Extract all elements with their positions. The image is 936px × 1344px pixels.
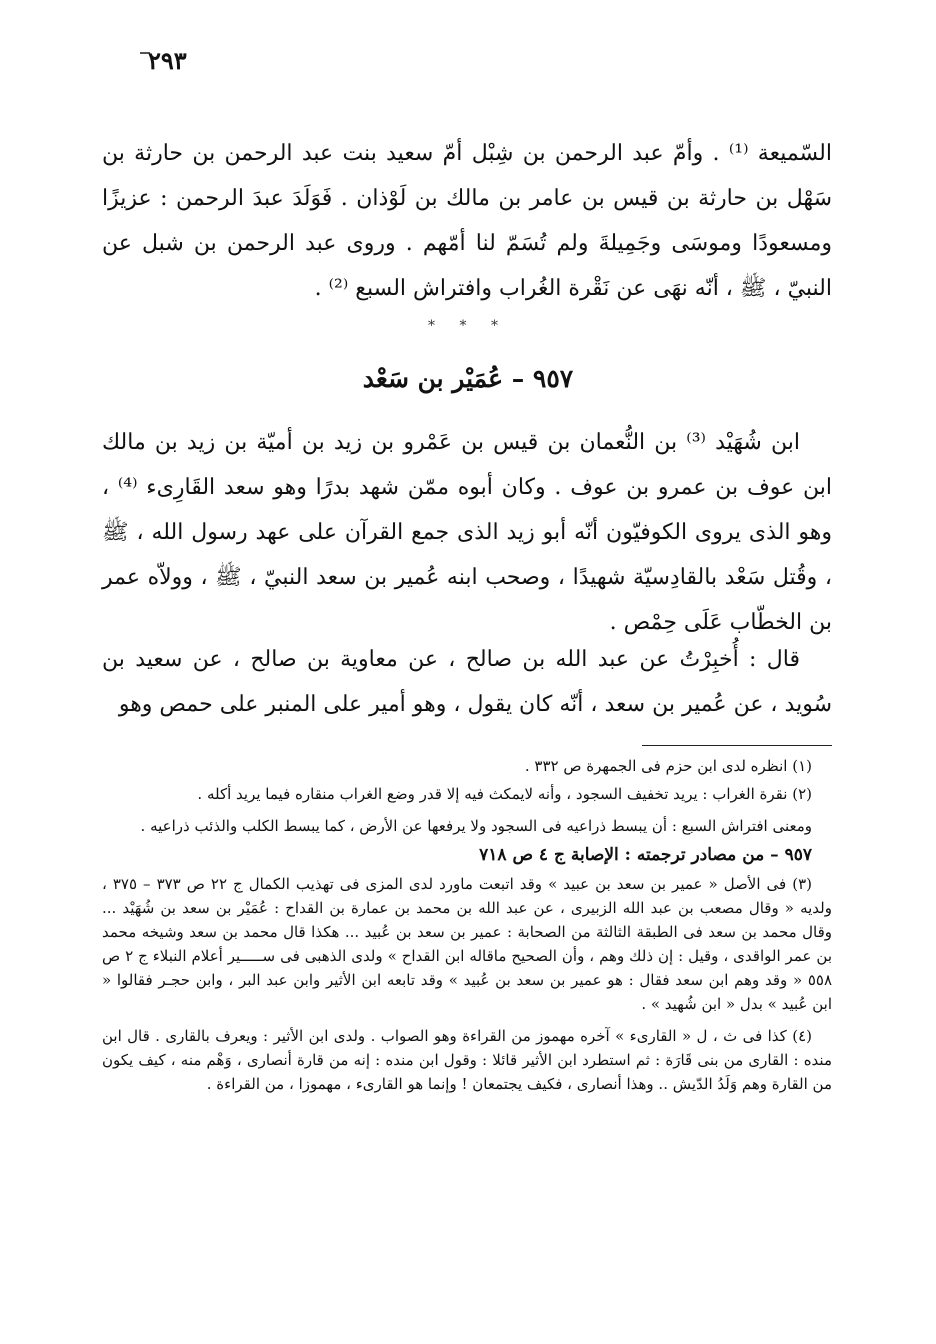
footnotes bbox=[102, 754, 832, 1100]
footnote-2: (٢) نقرة الغراب : يريد تخفيف السجود ، وأنه لايمكث فيه إلا قدر وضع الغراب منقاره فيما يريد أكله . bbox=[197, 785, 812, 803]
continuation-text: السّميعة ⁽¹⁾ . وأمّ عبد الرحمن بن شِبْل أمّ سعيد بنت عبد الرحمن بن حارثة بن سَهْل بن حارثة بن قيس بن عامر بن مالك بن لَوْذان . فَوَلَدَ عبدَ الرحمن : عزيزًا ومسعودًا وموسَى وجَمِيلةَ ولم تُسَمّ لنا أمّهم . وروى عبد الرحمن بن شبل عن النبيّ ، ﷺ ، أنّه نهَى عن نَقْرة الغُراب وافتراش السبع ⁽²⁾ . bbox=[102, 141, 832, 301]
footnote-1: (١) انظره لدى ابن حزم فى الجمهرة ص ٣٣٢ . bbox=[524, 757, 812, 775]
sources-title: ٩٥٧ – من مصادر ترجمته : الإصابة ج ٤ ص ٧١٨ bbox=[479, 845, 812, 865]
entry-paragraph-2-text: قال : أُخبِرْتُ عن عبد الله بن صالح ، عن معاوية بن صالح ، عن سعيد بن سُويد ، عن عُمير بن سعد ، أنّه كان يقول ، وهو أمير على المنبر على حمص وهو bbox=[102, 647, 832, 717]
entry-paragraph-2 bbox=[102, 637, 832, 727]
section-separator: * * * bbox=[428, 318, 508, 334]
page-number: ٢٩٣ bbox=[148, 46, 187, 75]
footnote-3: (٣) فى الأصل « عمير بن سعد بن عبيد » وقد اتبعت ماورد لدى المزى فى تهذيب الكمال ج ٢٢ ص ٣٧٣ – ٣٧٥ ، ولديه « وقال مصعب بن عبد الله الزبيرى ، عن عبد الله بن محمد بن عمارة بن القداح : عُمَيْر بن سعد بن شُهَيْد ... وقال محمد بن سعد فى الطبقة الثالثة من الصحابة : عمير بن سعد بن عُبيد ... هكذا قال محمد بن سعد وشيخه محمد بن عمر الواقدى ، وقيل : إن ذلك وهم ، وأن الصحيح ماقاله ابن القداح » ولدى الذهبى فى ســـــير أعلام النبلاء ج ٢ ص ٥٥٨ « وقد وهم ابن سعد فقال : هو عمير بن سعد بن عُبيد » وقد تابعه ابن الأثير وابن عبد البر ، وابن حجـر فقالوا « ابن عُبيد » بدل « ابن شُهيد » . bbox=[102, 875, 832, 1013]
footnote-2-continuation: ومعنى افتراش السبع : أن يبسط ذراعيه فى السجود ولا يرفعها عن الأرض ، كما يبسط الكلب والذئب ذراعيه . bbox=[140, 817, 812, 835]
continuation-paragraph bbox=[102, 131, 832, 311]
footnote-4: (٤) كذا فى ث ، ل « القارىء » آخره مهموز من القراءة وهو الصواب . ولدى ابن الأثير : ويعرف بالقارى . قال ابن منده : القارى من بنى قَارَة : ثم استطرد ابن الأثير قائلا : وقول ابن منده : إنه من قارة أنصارى ، وَهْم منه ، كيف يكون من القارة وهم وَلَدُ الدّيش .. وهذا أنصارى ، فكيف يجتمعان ! وإنما هو القارىء ، مهموزا ، من القراءة . bbox=[102, 1027, 832, 1093]
footnote-divider bbox=[642, 745, 832, 746]
entry-heading: ٩٥٧ – عُمَيْر بن سَعْد bbox=[362, 364, 574, 393]
entry-paragraph-1-text: ابن شُهَيْد ⁽³⁾ بن النُّعمان بن قيس بن عَمْرو بن زيد بن أميّة بن زيد بن مالك ابن عوف بن عمرو بن عوف . وكان أبوه ممّن شهد بدرًا وهو سعد القَارِىء ⁽⁴⁾ ، وهو الذى يروى الكوفيّون أنّه أبو زيد الذى جمع القرآن على عهد رسول الله ، ﷺ ، وقُتل سَعْد بالقادِسيّة شهيدًا ، وصحب ابنه عُمير بن سعد النبيّ ، ﷺ ، وولاّه عمر بن الخطّاب عَلَى حِمْص . bbox=[102, 430, 833, 635]
entry-paragraph-1 bbox=[102, 420, 832, 645]
